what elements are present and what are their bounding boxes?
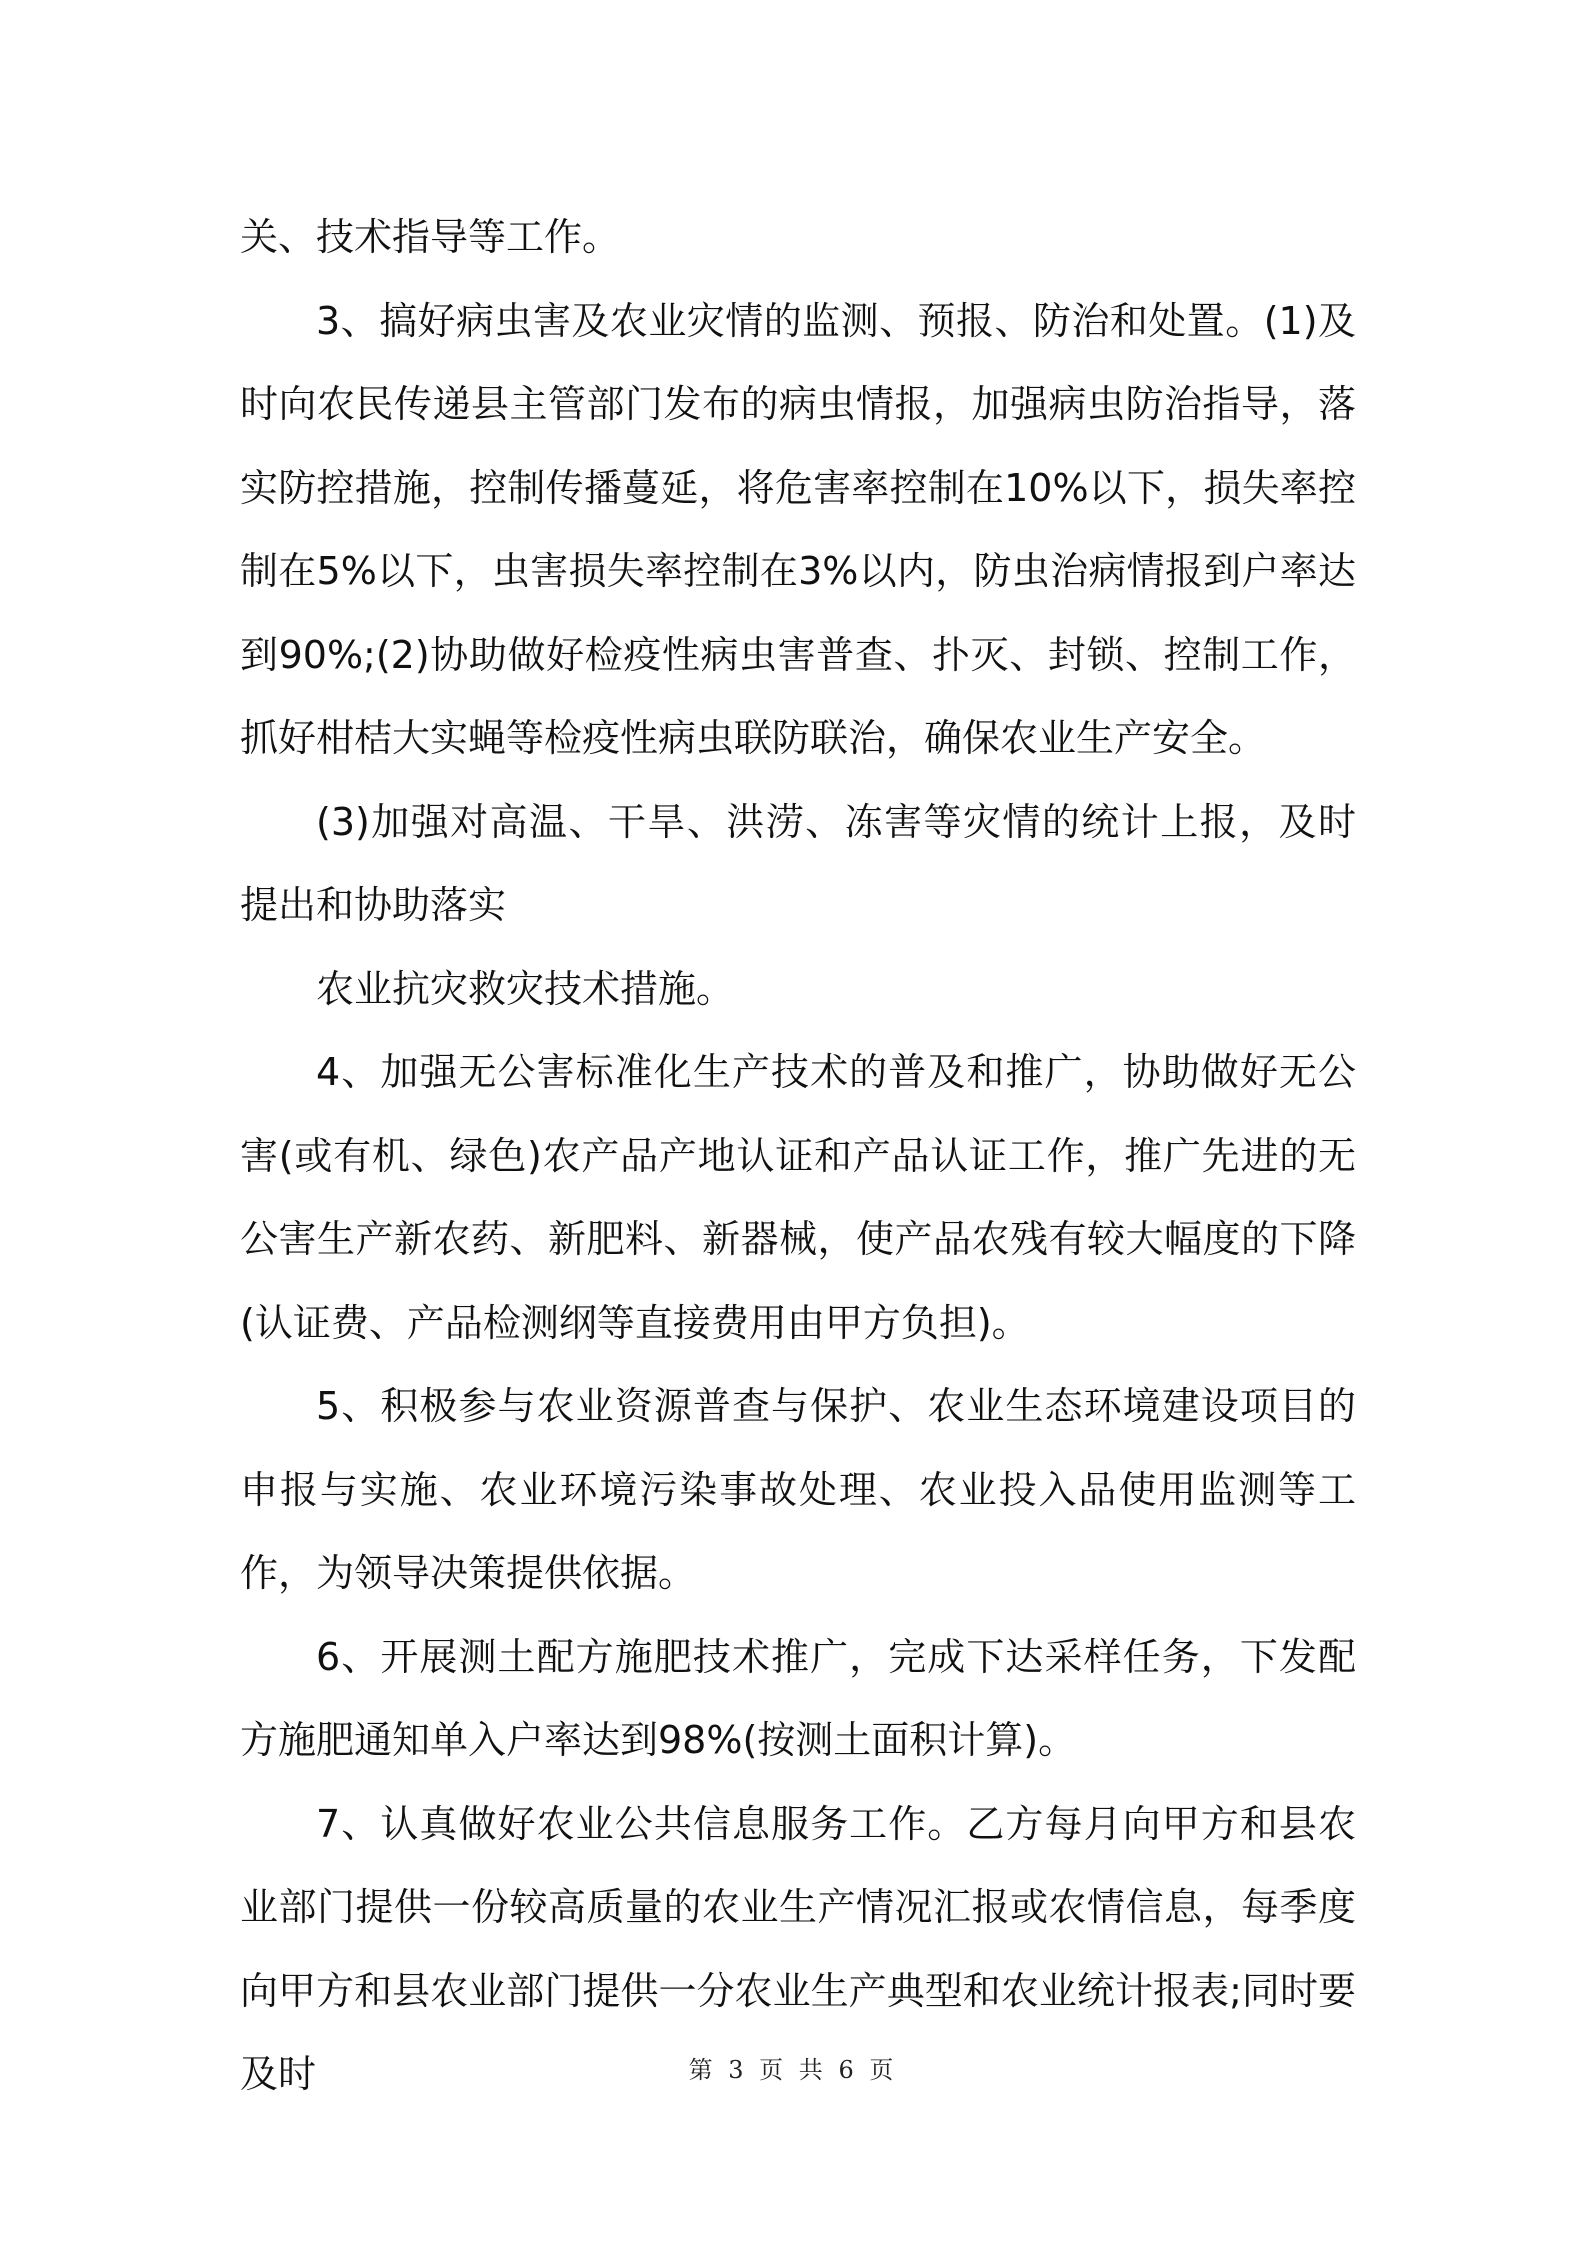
paragraph-item-3-sub-3: (3)加强对高温、干旱、洪涝、冻害等灾情的统计上报，及时提出和协助落实 [240,799,1356,927]
page-number-footer: 第 3 页 共 6 页 [688,2056,898,2084]
paragraph-item-5: 5、积极参与农业资源普查与保护、农业生态环境建设项目的申报与实施、农业环境污染事故处理、农业投入品使用监测等工作，为领导决策提供依据。 [240,1384,1356,1595]
paragraph-item-4: 4、加强无公害标准化生产技术的普及和推广，协助做好无公害(或有机、绿色)农产品产地认证和产品认证工作，推广先进的无公害生产新农药、新肥料、新器械，使产品农残有较大幅度的下降(认证费、产品检测纲等直接费用由甲方负担)。 [240,1050,1356,1345]
document-body [240,196,1356,2117]
paragraph-item-3: 3、搞好病虫害及农业灾情的监测、预报、防治和处置。(1)及时向农民传递县主管部门发布的病虫情报，加强病虫防治指导，落实防控措施，控制传播蔓延，将危害率控制在10%以下，损失率控制在5%以下，虫害损失率控制在3%以内，防虫治病情报到户率达到90%;(2)协助做好检疫性病虫害普查、扑灭、封锁、控制工作，抓好柑桔大实蝇等检疫性病虫联防联治，确保农业生产安全。 [240,298,1356,760]
paragraph-continuation: 关、技术指导等工作。 [240,215,621,259]
paragraph-disaster-measures: 农业抗灾救灾技术措施。 [316,966,735,1011]
paragraph-item-7: 7、认真做好农业公共信息服务工作。乙方每月向甲方和县农业部门提供一份较高质量的农业生产情况汇报或农情信息，每季度向甲方和县农业部门提供一分农业生产典型和农业统计报表;同时要及时 [240,1801,1356,2096]
paragraph-item-6: 6、开展测土配方施肥技术推广，完成下达采样任务，下发配方施肥通知单入户率达到98%(按测土面积计算)。 [240,1634,1356,1762]
